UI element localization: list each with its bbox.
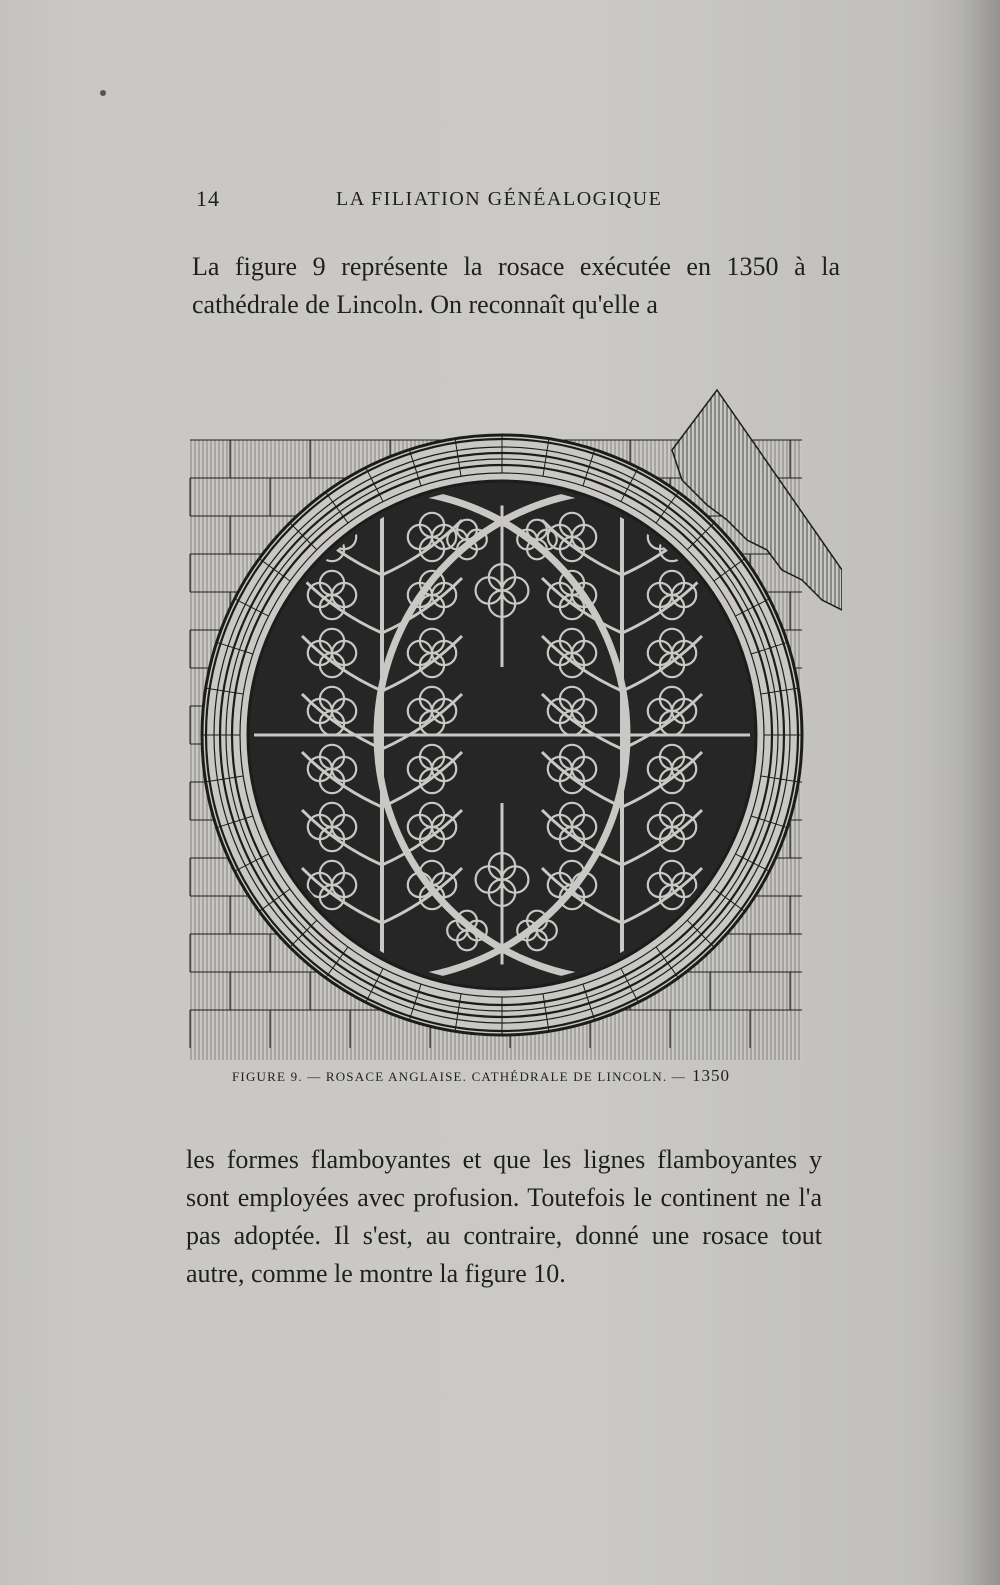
caption-label: FIGURE 9. — ROSACE ANGLAISE. CATHÉDRALE DE LINCOLN. —	[232, 1069, 686, 1084]
paragraph-top: La figure 9 représente la rosace exécutée en 1350 à la cathédrale de Lincoln. On reconnaît qu'elle a	[192, 252, 840, 319]
figure-rose-window	[182, 380, 842, 1070]
running-title: LA FILIATION GÉNÉALOGIQUE	[336, 188, 663, 210]
rose-window-illustration	[182, 380, 842, 1070]
caption-year: 1350	[691, 1066, 730, 1085]
figure-caption	[232, 1066, 792, 1086]
paragraph-bottom: les formes flamboyantes et que les lignes flamboyantes y sont employées avec profusion. Toutefois le continent ne l'a pas adoptée. Il s'est, au contraire, donné une rosace tout autre, comme le montre la figure 10.	[186, 1145, 822, 1288]
page-edge-shadow	[960, 0, 1000, 1585]
paper-speck	[100, 90, 106, 96]
page-number: 14	[196, 186, 220, 211]
page-header	[0, 186, 1000, 216]
